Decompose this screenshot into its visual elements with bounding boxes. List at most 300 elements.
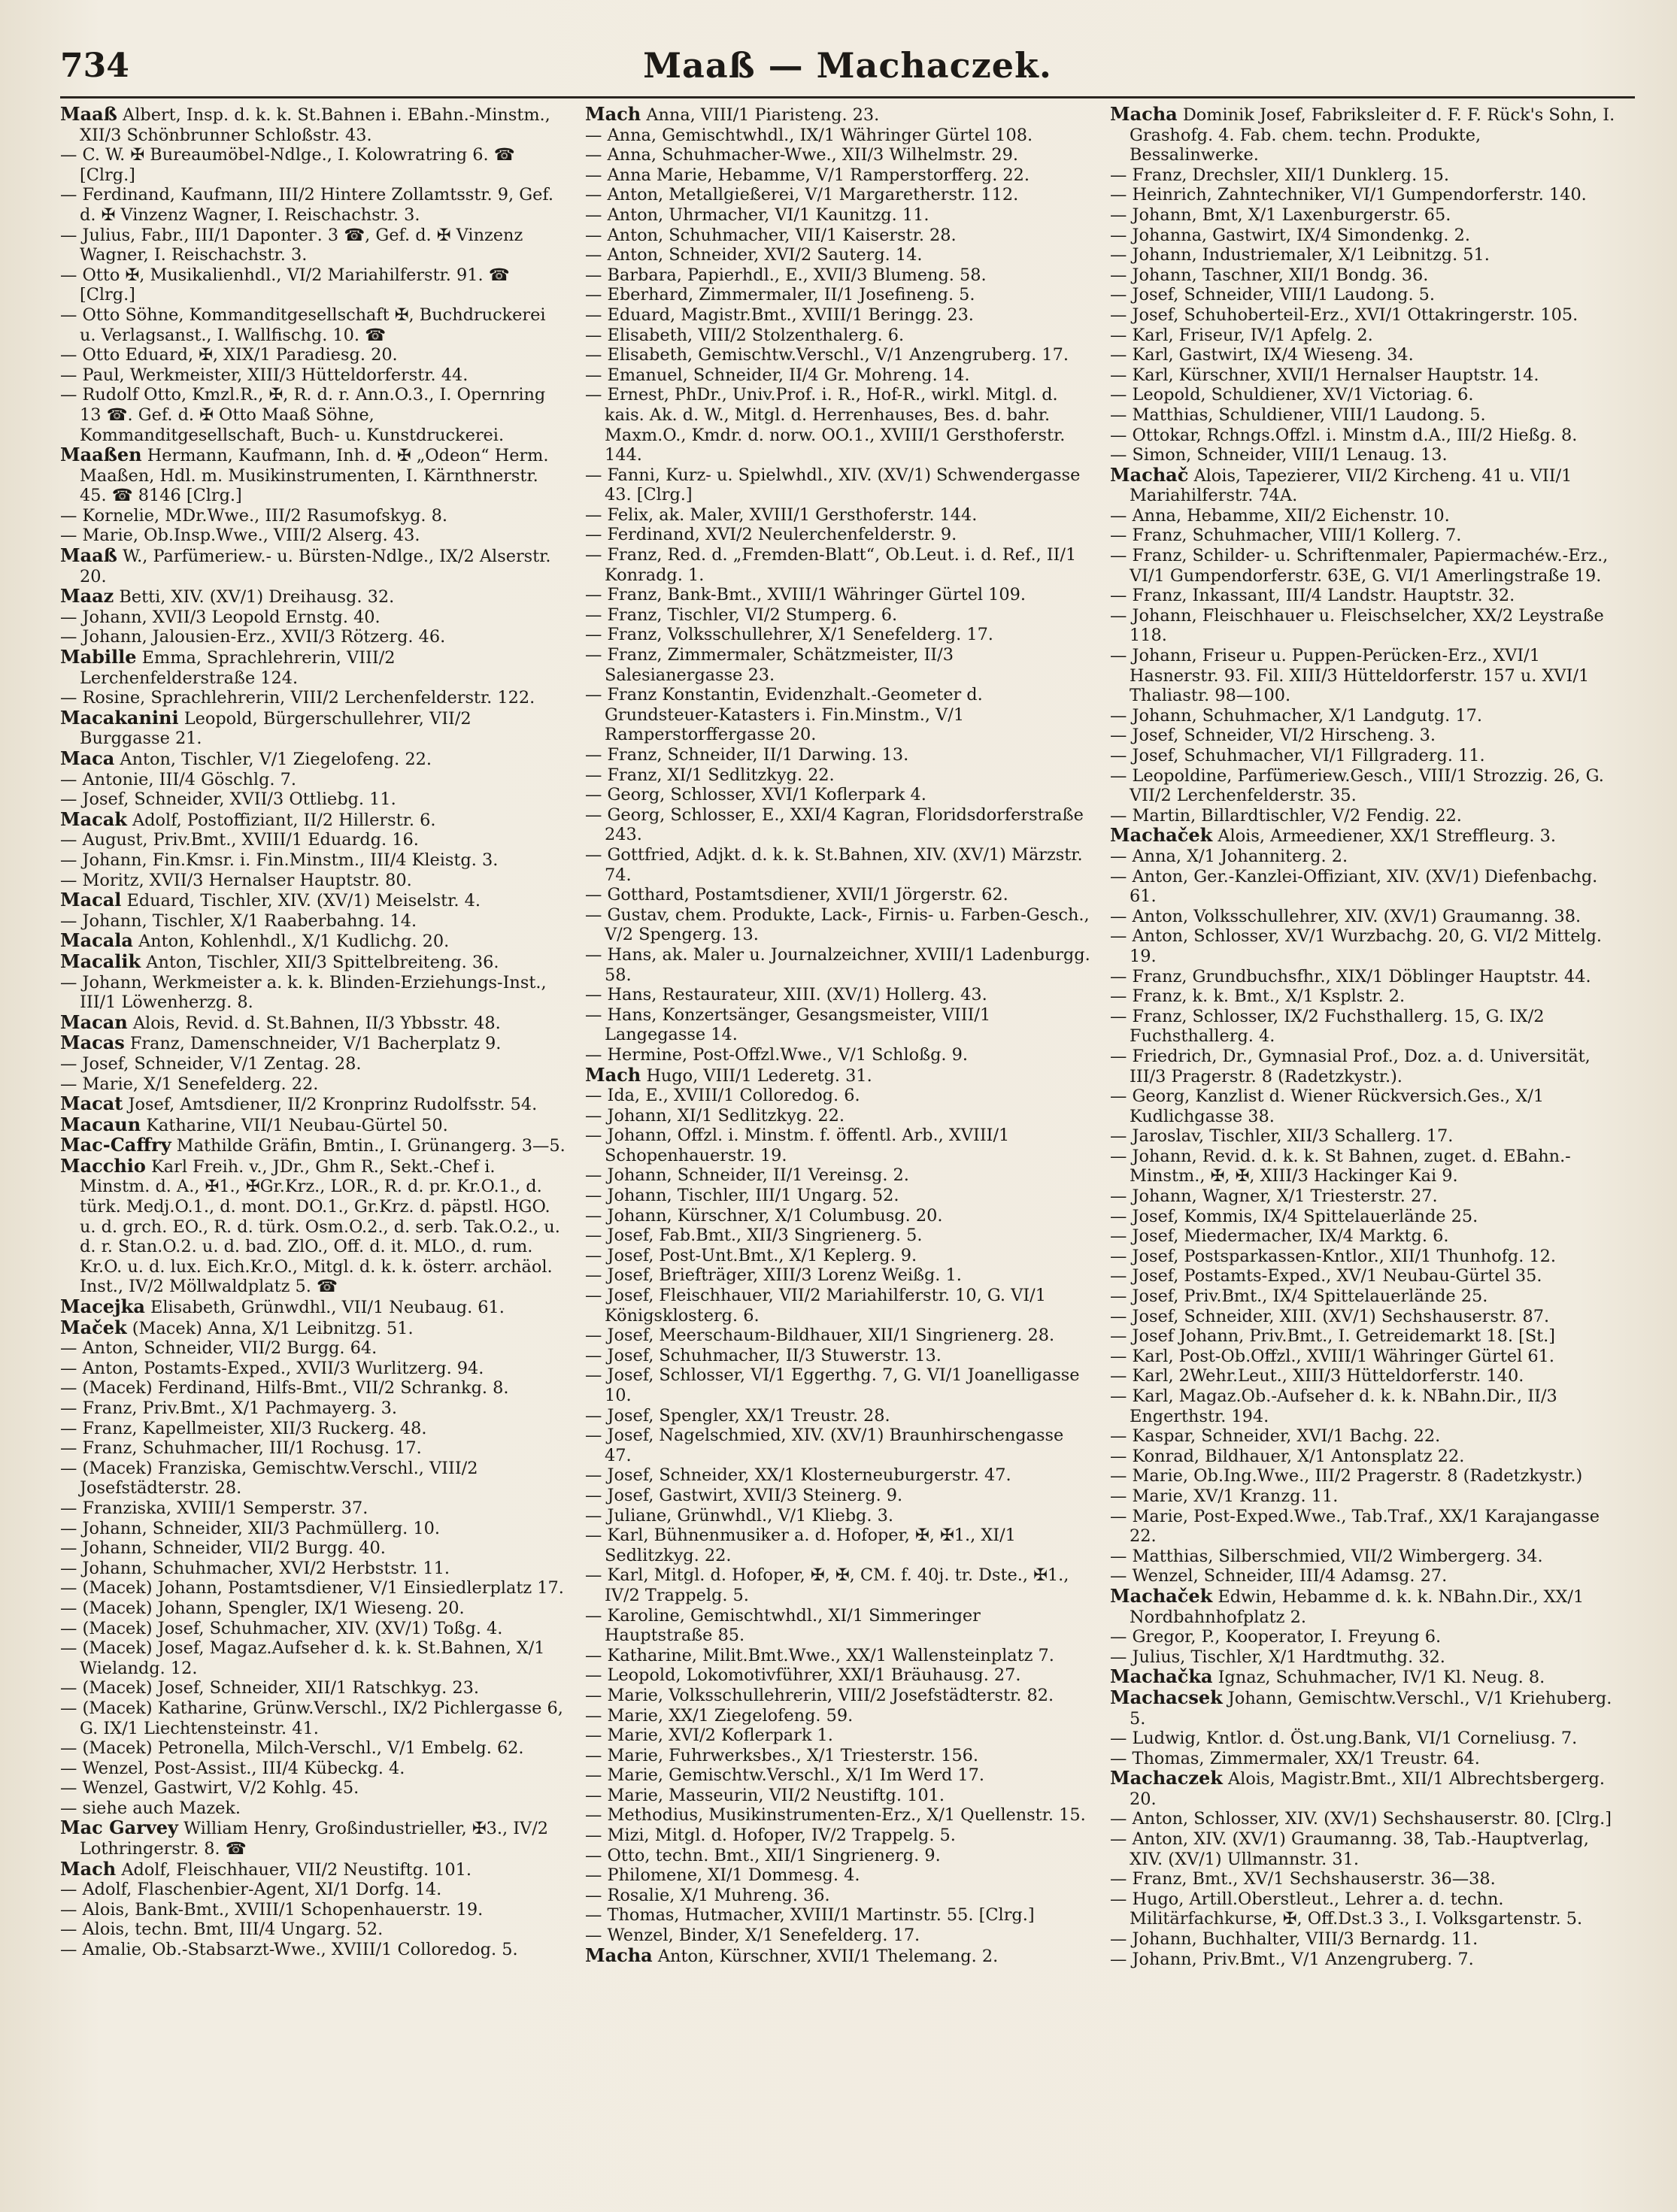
directory-entry	[1110, 226, 1615, 246]
directory-entry	[1110, 1386, 1615, 1426]
directory-entry	[60, 1013, 566, 1034]
entry-text: — C. W. ✠ Bureaumöbel-Ndlge., I. Kolowratring 6. ☎ [Clrg.]	[60, 145, 515, 185]
entry-text: — Marie, Masseurin, VII/2 Neustiftg. 101.	[585, 1785, 945, 1805]
directory-entry	[585, 1045, 1090, 1065]
directory-entry	[1110, 1086, 1615, 1126]
directory-entry	[585, 785, 1090, 805]
entry-text: Anton, Kürschner, XVII/1 Thelemang. 2.	[657, 1946, 999, 1966]
entry-text: — Otto ✠, Musikalienhdl., VI/2 Mariahilferstr. 91. ☎ [Clrg.]	[60, 265, 510, 305]
entry-text: — Georg, Kanzlist d. Wiener Rückversich.Ges., X/1 Kudlichgasse 38.	[1110, 1086, 1545, 1126]
entry-text: — Barbara, Papierhdl., E., XVII/3 Blumeng. 58.	[585, 265, 987, 285]
directory-entry	[60, 1398, 566, 1419]
directory-entry	[1110, 1507, 1615, 1547]
directory-entry	[585, 385, 1090, 465]
entry-text: — Mizi, Mitgl. d. Hofoper, IV/2 Trappelg. 5.	[585, 1826, 956, 1846]
columns	[60, 105, 1635, 1969]
entry-text: — Josef, Nagelschmied, XIV. (XV/1) Braunhirschengasse 47.	[585, 1426, 1064, 1465]
entry-surname: Maaß	[60, 544, 117, 567]
entry-surname: Mac Garvey	[60, 1817, 178, 1839]
directory-entry	[1110, 385, 1615, 405]
entry-text: — Johann, Revid. d. k. k. St Bahnen, zuget. d. EBahn.-Minstm., ✠, ✠, XIII/3 Hackinger Kai 9.	[1110, 1146, 1571, 1186]
entry-text: — Franz, Schlosser, IX/2 Fuchsthallerg. 15, G. IX/2 Fuchsthallerg. 4.	[1110, 1006, 1545, 1047]
entry-text: Anton, Tischler, XII/3 Spittelbreiteng. 36.	[146, 952, 499, 972]
entry-text: — Karl, Post-Ob.Offzl., XVIII/1 Währinger Gürtel 61.	[1110, 1346, 1554, 1366]
entry-text: — Marie, XV/1 Kranzg. 11.	[1110, 1486, 1339, 1506]
directory-entry	[60, 1438, 566, 1459]
directory-entry	[1110, 1366, 1615, 1386]
entry-surname: Machaček	[1110, 1584, 1213, 1607]
entry-text: — (Macek) Josef, Magaz.Aufseher d. k. k. St.Bahnen, X/1 Wielandg. 12.	[60, 1638, 545, 1678]
directory-entry	[60, 1638, 566, 1678]
entry-surname: Macakanini	[60, 706, 179, 729]
entry-surname: Mabille	[60, 646, 137, 668]
entry-text: — (Macek) Franziska, Gemischtw.Verschl., VIII/2 Josefstädterstr. 28.	[60, 1458, 478, 1498]
entry-text: — Franz, Kapellmeister, XII/3 Ruckerg. 48.	[60, 1418, 427, 1438]
directory-entry	[585, 1565, 1090, 1605]
directory-entry	[585, 1486, 1090, 1506]
directory-entry	[1110, 1486, 1615, 1507]
entry-text: Elisabeth, Grünwdhl., VII/1 Neubaug. 61.	[150, 1298, 505, 1318]
entry-text: — Julius, Fabr., III/1 Dapontег. 3 ☎, Gef. d. ✠ Vinzenz Wagner, I. Reischachstr. 3.	[60, 225, 523, 265]
directory-entry	[60, 1498, 566, 1519]
directory-entry	[585, 345, 1090, 365]
entry-text: — Josef, Schuhmacher, II/3 Stuwerstr. 13.	[585, 1345, 942, 1365]
entry-text: — Otto Eduard, ✠, XIX/1 Paradiesg. 20.	[60, 345, 398, 365]
directory-entry	[585, 305, 1090, 326]
entry-text: — Katharine, Milit.Bmt.Wwe., XX/1 Wallensteinplatz 7.	[585, 1645, 1054, 1665]
directory-entry	[60, 1338, 566, 1359]
directory-entry	[1110, 165, 1615, 186]
directory-entry	[585, 326, 1090, 346]
directory-entry	[1110, 1929, 1615, 1950]
directory-entry	[1110, 405, 1615, 426]
directory-entry	[1110, 526, 1615, 546]
entry-text: — Karl, Kürschner, XVII/1 Hernalser Hauptstr. 14.	[1110, 365, 1539, 385]
entry-text: — Johann, Schneider, II/1 Vereinsg. 2.	[585, 1165, 909, 1186]
entry-text: — Marie, Gemischtw.Verschl., X/1 Im Werd 17.	[585, 1765, 985, 1786]
directory-entry	[60, 871, 566, 891]
directory-entry	[585, 1165, 1090, 1186]
entry-text: — Franz, Bank-Bmt., XVIII/1 Währinger Gürtel 109.	[585, 585, 1027, 605]
entry-text: — Marie, XVI/2 Koflerpark 1.	[585, 1726, 833, 1746]
entry-text: William Henry, Großindustrieller, ✠3., IV/2 Lothringerstr. 8. ☎	[80, 1819, 549, 1859]
entry-text: Leopold, Bürgerschullehrer, VII/2 Burggasse 21.	[80, 708, 472, 749]
entry-text: — Franz, Bmt., XV/1 Sechshauserstr. 36—38.	[1110, 1869, 1496, 1889]
directory-entry	[1110, 1186, 1615, 1207]
entry-text: — Anton, Uhrmacher, VI/1 Kaunitzg. 11.	[585, 205, 929, 225]
entry-surname: Macala	[60, 929, 133, 952]
entry-text: — Leopold, Lokomotivführer, XXI/1 Bräuhausg. 27.	[585, 1665, 1021, 1686]
directory-entry	[585, 205, 1090, 226]
entry-surname: Maaß	[60, 103, 117, 125]
entry-text: — Anton, Schneider, VII/2 Burgg. 64.	[60, 1338, 378, 1359]
directory-entry	[585, 1065, 1090, 1086]
directory-entry	[585, 1406, 1090, 1426]
directory-entry	[1110, 1869, 1615, 1889]
entry-text: — Johanna, Gastwirt, IX/4 Simondenkg. 2.	[1110, 225, 1470, 245]
entry-text: — Franz, Zimmermaler, Schätzmeister, II/3 Salesianergasse 23.	[585, 645, 954, 685]
entry-text: — Emanuel, Schneider, II/4 Gr. Mohreng. 14.	[585, 365, 970, 385]
entry-text: — Johann, Friseur u. Puppen-Perücken-Erz., XVI/1 Hasnerstr. 93. Fil. XIII/3 Hütteldorferstr. 157 u. XVI/1 Thaliastr. 98—100.	[1110, 646, 1590, 706]
entry-text: — Anna, Gemischtwhdl., IX/1 Währinger Gürtel 108.	[585, 125, 1033, 145]
entry-text: — Johann, Buchhalter, VIII/3 Bernardg. 11.	[1110, 1929, 1478, 1950]
entry-text: Karl Freih. v., JDr., Ghm R., Sekt.-Chef i. Minstm. d. A., ✠1., ✠Gr.Krz., LOR., R. d. pr. Kr.O.1., d. türk. Medj.O.1., d. mont. DO.1., Gr.Krz. d. päpstl. HGO. u. d. grch. EO., R. d. türk. Osm.O.2., d. serb. Tak.O.2., u. d. r. Stan.O.2. u. d. bad. ZlO., Off. d. it. MLO., d. rum. Kr.O. u. d. lux. Eich.Kr.O., Mitgl. d. k. k. österr. archäol. Inst., IV/2 Möllwaldplatz 5. ☎	[80, 1156, 560, 1297]
directory-entry	[1110, 1627, 1615, 1647]
directory-entry	[60, 1619, 566, 1639]
entry-text: — Josef, Postamts-Exped., XV/1 Neubau-Gürtel 35.	[1110, 1266, 1542, 1286]
directory-entry	[60, 226, 566, 265]
directory-entry	[585, 1326, 1090, 1346]
directory-entry	[60, 608, 566, 628]
entry-text: — Martin, Billardtischler, V/2 Fendig. 22.	[1110, 805, 1462, 826]
entry-text: — Johann, Fin.Kmsr. i. Fin.Minstm., III/4 Kleistg. 3.	[60, 850, 499, 870]
entry-surname: Macak	[60, 808, 127, 830]
entry-text: — Josef, Priv.Bmt., IX/4 Spittelauerlände 25.	[1110, 1286, 1488, 1307]
entry-text: — Anton, Schneider, XVI/2 Sauterg. 14.	[585, 245, 923, 265]
directory-entry	[1110, 826, 1615, 847]
directory-entry	[585, 885, 1090, 905]
entry-text: — Ottokar, Rchngs.Offzl. i. Minstm d.A., III/2 Hießg. 8.	[1110, 425, 1578, 445]
entry-text: — Hans, ak. Maler u. Journalzeichner, XVIII/1 Ladenburgg. 58.	[585, 944, 1090, 985]
entry-text: Alois, Tapezierer, VII/2 Kircheng. 41 u. VII/1 Mariahilferstr. 74A.	[1130, 465, 1572, 506]
directory-entry	[1110, 185, 1615, 205]
directory-entry	[585, 145, 1090, 165]
entry-text: Alois, Magistr.Bmt., XII/1 Albrechtsbergerg. 20.	[1130, 1769, 1605, 1809]
entry-text: — Karl, Friseur, IV/1 Apfelg. 2.	[1110, 325, 1373, 345]
directory-entry	[1110, 445, 1615, 465]
entry-text: — Amalie, Ob.-Stabsarzt-Wwe., XVIII/1 Colloredog. 5.	[60, 1940, 518, 1960]
directory-entry	[1110, 1126, 1615, 1147]
entry-text: Dominik Josef, Fabriksleiter d. F. F. Rück's Sohn, I. Grashofg. 4. Fab. chem. techn. Produkte, Bessalinwerke.	[1130, 105, 1615, 165]
entry-text: — Karl, 2Wehr.Leut., XIII/3 Hütteldorferstr. 140.	[1110, 1366, 1524, 1386]
directory-entry	[585, 245, 1090, 265]
directory-entry	[585, 1206, 1090, 1226]
directory-entry	[60, 1318, 566, 1339]
directory-entry	[60, 1115, 566, 1136]
directory-entry	[1110, 1147, 1615, 1186]
entry-text: — Simon, Schneider, VIII/1 Lenaug. 13.	[1110, 445, 1448, 465]
entry-text: — Leopoldine, Parfümeriew.Gesch., VIII/1 Strozzig. 26, G. VII/2 Lerchenfelderstr. 35.	[1110, 765, 1604, 806]
entry-text: — Franz Konstantin, Evidenzhalt.-Geometer d. Grundsteuer-Katasters i. Fin.Minstm., V/1 Ramperstorffergasse 20.	[585, 685, 983, 745]
entry-text: — Franz, k. k. Bmt., X/1 Ksplstr. 2.	[1110, 986, 1406, 1007]
directory-entry	[585, 805, 1090, 845]
entry-text: — Rudolf Otto, Kmzl.R., ✠, R. d. r. Ann.O.3., I. Opernring 13 ☎. Gef. d. ✠ Otto Maaß Söhne, Kommanditgesellschaft, Buch- u. Kunstdruckerei.	[60, 385, 546, 445]
page-number: 734	[60, 47, 129, 85]
directory-entry	[585, 185, 1090, 205]
directory-entry	[60, 1094, 566, 1115]
directory-entry	[60, 1419, 566, 1439]
directory-entry	[585, 745, 1090, 765]
entry-text: — (Macek) Johann, Spengler, IX/1 Wieseng. 20.	[60, 1598, 465, 1618]
entry-text: — Johann, Schuhmacher, XVI/2 Herbststr. 11.	[60, 1558, 450, 1578]
directory-entry	[1110, 1809, 1615, 1829]
entry-text: — Johann, Wagner, X/1 Triesterstr. 27.	[1110, 1186, 1438, 1207]
entry-text: — Anton, Schuhmacher, VII/1 Kaiserstr. 28.	[585, 225, 957, 245]
directory-entry	[1110, 1286, 1615, 1307]
entry-text: W., Parfümeriew.- u. Bürsten-Ndlge., IX/2 Alserstr. 20.	[80, 547, 551, 586]
directory-entry	[60, 1033, 566, 1054]
entry-text: — Methodius, Musikinstrumenten-Erz., X/1 Quellenstr. 15.	[585, 1805, 1086, 1826]
entry-text: — Karl, Gastwirt, IX/4 Wieseng. 34.	[1110, 345, 1414, 365]
directory-entry	[1110, 1466, 1615, 1486]
entry-text: Alois, Revid. d. St.Bahnen, II/3 Ybbsstr. 48.	[132, 1013, 501, 1033]
entry-text: — Wenzel, Schneider, III/4 Adamsg. 27.	[1110, 1566, 1448, 1586]
directory-entry	[1110, 907, 1615, 927]
entry-text: — Anna, Schuhmacher-Wwe., XII/3 Wilhelmstr. 29.	[585, 145, 1018, 165]
directory-entry	[60, 1798, 566, 1819]
column-2	[585, 105, 1090, 1969]
entry-text: — Otto Söhne, Kommanditgesellschaft ✠, Buchdruckerei u. Verlagsanst., I. Wallfischg. 10. ☎	[60, 305, 546, 345]
entry-text: — siehe auch Mazek.	[60, 1798, 241, 1818]
entry-text: — Hans, Konzertsänger, Gesangsmeister, VIII/1 Langegasse 14.	[585, 1004, 991, 1045]
directory-entry	[585, 525, 1090, 545]
entry-text: — Elisabeth, VIII/2 Stolzenthalerg. 6.	[585, 325, 905, 345]
entry-text: — Franz, Schilder- u. Schriftenmaler, Papiermachéw.-Erz., VI/1 Gumpendorferstr. 63E, G. VI/1 Amerlingstraße 19.	[1110, 546, 1609, 586]
entry-text: — Thomas, Zimmermaler, XX/1 Treustr. 64.	[1110, 1748, 1480, 1768]
entry-text: Anton, Kohlenhdl., X/1 Kudlichg. 20.	[138, 932, 450, 952]
directory-entry	[60, 1559, 566, 1579]
entry-text: — Eberhard, Zimmermaler, II/1 Josefineng. 5.	[585, 285, 975, 305]
entry-text: — Ernest, PhDr., Univ.Prof. i. R., Hof-R., wirkl. Mitgl. d. kais. Ak. d. W., Mitgl. d. Herrenhauses, Bes. d. bahr. Maxm.O., Kmdr. d. norw. OO.1., XVIII/1 Gersthoferstr. 144.	[585, 385, 1066, 465]
directory-entry	[60, 1678, 566, 1698]
entry-text: — Karl, Magaz.Ob.-Aufseher d. k. k. NBahn.Dir., II/3 Engerthstr. 194.	[1110, 1386, 1557, 1426]
entry-text: Hermann, Kaufmann, Inh. d. ✠ „Odeon“ Herm. Maaßen, Hdl. m. Musikinstrumenten, I. Kärnthnerstr. 45. ☎ 8146 [Clrg.]	[80, 446, 549, 506]
directory-entry	[60, 1880, 566, 1900]
directory-entry	[585, 1186, 1090, 1206]
directory-entry	[60, 1598, 566, 1619]
directory-entry	[60, 708, 566, 749]
directory-entry	[1110, 305, 1615, 326]
directory-entry	[1110, 847, 1615, 867]
entry-text: — Fanni, Kurz- u. Spielwhdl., XIV. (XV/1) Schwendergasse 43. [Clrg.]	[585, 465, 1081, 505]
entry-text: — Franz, Schneider, II/1 Darwing. 13.	[585, 745, 909, 765]
entry-text: — Ludwig, Kntlor. d. Öst.ung.Bank, VI/1 Corneliusg. 7.	[1110, 1729, 1578, 1749]
entry-surname: Machacsek	[1110, 1686, 1223, 1708]
directory-entry	[585, 945, 1090, 985]
entry-text: Alois, Armeediener, XX/1 Streffleurg. 3.	[1218, 826, 1557, 847]
directory-entry	[1110, 285, 1615, 305]
entry-text: — Wenzel, Post-Assist., III/4 Kübeckg. 4.	[60, 1758, 405, 1778]
entry-surname: Maaz	[60, 585, 114, 608]
entry-surname: Mach	[60, 1857, 117, 1880]
directory-entry	[60, 830, 566, 850]
directory-entry	[585, 1126, 1090, 1165]
entry-text: Ignaz, Schuhmacher, IV/1 Kl. Neug. 8.	[1218, 1668, 1545, 1688]
directory-entry	[60, 931, 566, 952]
directory-entry	[1110, 465, 1615, 506]
entry-text: Adolf, Postoffiziant, II/2 Hillerstr. 6.	[132, 810, 436, 830]
entry-text: — Franz, Schuhmacher, III/1 Rochusg. 17.	[60, 1438, 422, 1459]
entry-text: — Anton, Schlosser, XIV. (XV/1) Sechshauserstr. 80. [Clrg.]	[1110, 1809, 1612, 1829]
entry-text: — Marie, Volksschullehrerin, VIII/2 Josefstädterstr. 82.	[585, 1685, 1054, 1705]
entry-text: — Adolf, Flaschenbier-Agent, XI/1 Dorfg. 14.	[60, 1880, 442, 1900]
directory-entry	[60, 1459, 566, 1498]
entry-text: — Gregor, P., Kooperator, I. Freyung 6.	[1110, 1627, 1442, 1647]
directory-entry	[60, 973, 566, 1013]
directory-entry	[585, 1805, 1090, 1826]
directory-entry	[585, 1765, 1090, 1786]
entry-text: — Elisabeth, Gemischtw.Verschl., V/1 Anzengruberg. 17.	[585, 345, 1069, 365]
directory-entry	[1110, 766, 1615, 806]
directory-entry	[585, 1905, 1090, 1926]
entry-surname: Macat	[60, 1092, 123, 1115]
directory-entry	[585, 1426, 1090, 1465]
entry-text: — Matthias, Schuldiener, VIII/1 Laudong. 5.	[1110, 405, 1486, 425]
entry-text: Katharine, VII/1 Neubau-Gürtel 50.	[146, 1115, 448, 1135]
entry-text: — Josef, Fab.Bmt., XII/3 Singrienerg. 5.	[585, 1226, 923, 1246]
entry-surname: Macan	[60, 1011, 128, 1033]
column-3	[1110, 105, 1615, 1969]
directory-entry	[1110, 706, 1615, 726]
directory-entry	[60, 1359, 566, 1379]
directory-entry	[585, 1886, 1090, 1906]
directory-entry	[585, 1246, 1090, 1266]
entry-text: — Marie, X/1 Senefelderg. 22.	[60, 1074, 319, 1094]
directory-entry	[585, 1926, 1090, 1946]
entry-text: — (Macek) Johann, Postamtsdiener, V/1 Einsiedlerplatz 17.	[60, 1578, 564, 1598]
entry-surname: Macejka	[60, 1295, 145, 1318]
directory-entry	[585, 165, 1090, 186]
directory-entry	[1110, 967, 1615, 987]
directory-entry	[585, 226, 1090, 246]
entry-text: Franz, Damenschneider, V/1 Bacherplatz 9.	[129, 1034, 502, 1054]
entry-text: — Josef, Schuhmacher, VI/1 Fillgraderg. 11.	[1110, 746, 1485, 765]
directory-entry	[585, 265, 1090, 286]
entry-text: — Franz, XI/1 Sedlitzkyg. 22.	[585, 765, 835, 785]
directory-entry	[585, 625, 1090, 645]
entry-text: — Josef, Briefträger, XIII/3 Lorenz Weißg. 1.	[585, 1265, 962, 1286]
entry-text: Hugo, VIII/1 Lederetg. 31.	[646, 1065, 872, 1086]
directory-entry	[60, 365, 566, 386]
directory-entry	[60, 1818, 566, 1859]
entry-text: (Macek) Anna, X/1 Leibnitzg. 51.	[132, 1318, 414, 1338]
entry-text: — Marie, Ob.Insp.Wwe., VIII/2 Alserg. 43.	[60, 526, 420, 546]
entry-text: — Leopold, Schuldiener, XV/1 Victoriag. 6.	[1110, 385, 1474, 405]
entry-text: — Wenzel, Gastwirt, V/2 Kohlg. 45.	[60, 1778, 359, 1798]
entry-text: — Johann, Werkmeister a. k. k. Blinden-Erziehungs-Inst., III/1 Löwenherzg. 8.	[60, 972, 547, 1013]
entry-text: — Alois, techn. Bmt, III/4 Ungarg. 52.	[60, 1920, 384, 1940]
entry-text: — Josef, Miedermacher, IX/4 Marktg. 6.	[1110, 1226, 1449, 1247]
directory-entry	[585, 605, 1090, 626]
directory-entry	[60, 1900, 566, 1920]
entry-text: — Karoline, Gemischtwhdl., XI/1 Simmeringer Hauptstraße 85.	[585, 1605, 981, 1646]
entry-text: Betti, XIV. (XV/1) Dreihausg. 32.	[119, 587, 395, 608]
directory-entry	[60, 546, 566, 586]
entry-text: — Franz, Tischler, VI/2 Stumperg. 6.	[585, 605, 898, 625]
directory-entry	[585, 1706, 1090, 1726]
entry-text: — Anton, Ger.-Kanzlei-Offiziant, XIV. (XV/1) Diefenbachg. 61.	[1110, 866, 1598, 907]
directory-entry	[585, 1646, 1090, 1666]
directory-entry	[585, 1606, 1090, 1646]
directory-entry	[585, 285, 1090, 305]
entry-text: — Josef, Meerschaum-Bildhauer, XII/1 Singrienerg. 28.	[585, 1326, 1055, 1346]
directory-entry	[1110, 926, 1615, 966]
directory-entry	[1110, 1647, 1615, 1668]
directory-entry	[60, 1135, 566, 1156]
directory-entry	[585, 126, 1090, 146]
directory-entry	[60, 1920, 566, 1940]
entry-surname: Macchio	[60, 1154, 146, 1177]
entry-text: — Gottfried, Adjkt. d. k. k. St.Bahnen, XIV. (XV/1) Märzstr. 74.	[585, 844, 1083, 885]
directory-entry	[60, 1759, 566, 1779]
entry-text: — Georg, Schlosser, XVI/1 Koflerpark 4.	[585, 785, 926, 805]
directory-entry	[1110, 365, 1615, 386]
entry-text: — Anton, XIV. (XV/1) Graumanng. 38, Tab.-Hauptverlag, XIV. (XV/1) Ullmannstr. 31.	[1110, 1829, 1589, 1869]
directory-entry	[60, 1778, 566, 1798]
entry-text: — Marie, Post-Exped.Wwe., Tab.Traf., XX/1 Karajangasse 22.	[1110, 1506, 1600, 1547]
directory-entry	[1110, 1688, 1615, 1729]
page-header	[60, 44, 1635, 98]
entry-surname: Machaček	[1110, 824, 1213, 847]
directory-entry	[1110, 105, 1615, 165]
directory-entry	[1110, 867, 1615, 907]
directory-entry	[60, 1297, 566, 1318]
entry-text: — Johann, Industriemaler, X/1 Leibnitzg. 51.	[1110, 245, 1490, 265]
entry-text: — Anton, Volksschullehrer, XIV. (XV/1) Graumanng. 38.	[1110, 906, 1581, 926]
entry-text: — Friedrich, Dr., Gymnasial Prof., Doz. a. d. Universität, III/3 Pragerstr. 8 (Radetzkystr.).	[1110, 1046, 1591, 1086]
entry-text: — Hermine, Post-Offzl.Wwe., V/1 Schloßg. 9.	[585, 1044, 969, 1065]
running-head: Maaß — Machaczek.	[643, 45, 1052, 86]
entry-surname: Mach	[585, 103, 641, 125]
directory-entry	[60, 688, 566, 708]
entry-text: — Josef, Schneider, XVII/3 Ottliebg. 11.	[60, 789, 396, 810]
entry-text: — Ferdinand, XVI/2 Neulerchenfelderstr. 9.	[585, 525, 957, 545]
directory-entry	[585, 545, 1090, 585]
directory-entry	[585, 1946, 1090, 1967]
directory-entry	[585, 1226, 1090, 1246]
entry-text: — Karl, Mitgl. d. Hofoper, ✠, ✠, CM. f. 40j. tr. Dste., ✠1., IV/2 Trappelg. 5.	[585, 1565, 1069, 1605]
entry-text: Albert, Insp. d. k. k. St.Bahnen i. EBahn.-Minstm., XII/3 Schönbrunner Schloßstr. 43.	[80, 105, 550, 145]
entry-text: — Josef, Schneider, VI/2 Hirscheng. 3.	[1110, 726, 1436, 746]
entry-text: — Franz, Inkassant, III/4 Landstr. Hauptstr. 32.	[1110, 586, 1515, 606]
entry-text: Johann, Gemischtw.Verschl., V/1 Kriehuberg. 5.	[1130, 1688, 1612, 1729]
directory-entry	[60, 1940, 566, 1960]
directory-entry	[1110, 1729, 1615, 1749]
entry-text: Edwin, Hebamme d. k. k. NBahn.Dir., XX/1 Nordbahnhofplatz 2.	[1130, 1586, 1585, 1627]
entry-text: — Johann, XVII/3 Leopold Ernstg. 40.	[60, 607, 381, 627]
directory-entry	[585, 1726, 1090, 1746]
entry-text: — Anna, Hebamme, XII/2 Eichenstr. 10.	[1110, 505, 1450, 526]
directory-entry	[60, 526, 566, 546]
directory-entry	[1110, 265, 1615, 286]
directory-entry	[60, 1156, 566, 1297]
entry-text: — Josef, Post-Unt.Bmt., X/1 Keplerg. 9.	[585, 1245, 917, 1265]
entry-text: — Otto, techn. Bmt., XII/1 Singrienerg. 9.	[585, 1845, 941, 1865]
directory-entry	[60, 145, 566, 185]
entry-text: — Johann, Tischler, X/1 Raaberbahng. 14.	[60, 911, 417, 931]
entry-text: — Anton, Schlosser, XV/1 Wurzbachg. 20, G. VI/2 Mittelg. 19.	[1110, 926, 1603, 966]
entry-text: — Alois, Bank-Bmt., XVIII/1 Schopenhauerstr. 19.	[60, 1899, 484, 1920]
column-1	[60, 105, 566, 1969]
directory-entry	[60, 1074, 566, 1095]
directory-entry	[60, 1054, 566, 1074]
directory-entry	[1110, 1307, 1615, 1327]
entry-surname: Mac-Caffry	[60, 1134, 171, 1156]
entry-text: — Anton, Metallgießerei, V/1 Margaretherstr. 112.	[585, 185, 1019, 205]
directory-entry	[60, 185, 566, 225]
entry-text: — Johann, Schneider, VII/2 Burgg. 40.	[60, 1538, 386, 1559]
entry-text: — Hans, Restaurateur, XIII. (XV/1) Hollerg. 43.	[585, 985, 987, 1005]
entry-text: — Johann, Schneider, XII/3 Pachmüllerg. 10.	[60, 1518, 441, 1538]
directory-entry	[1110, 1667, 1615, 1688]
directory-entry	[1110, 506, 1615, 526]
directory-entry	[60, 1698, 566, 1738]
directory-entry	[60, 305, 566, 345]
directory-entry	[1110, 1266, 1615, 1286]
entry-text: — Karl, Bühnenmusiker a. d. Hofoper, ✠, ✠1., XI/1 Sedlitzkyg. 22.	[585, 1526, 1016, 1565]
entry-text: — Matthias, Silberschmied, VII/2 Wimbergerg. 34.	[1110, 1546, 1543, 1566]
directory-entry	[1110, 1226, 1615, 1247]
